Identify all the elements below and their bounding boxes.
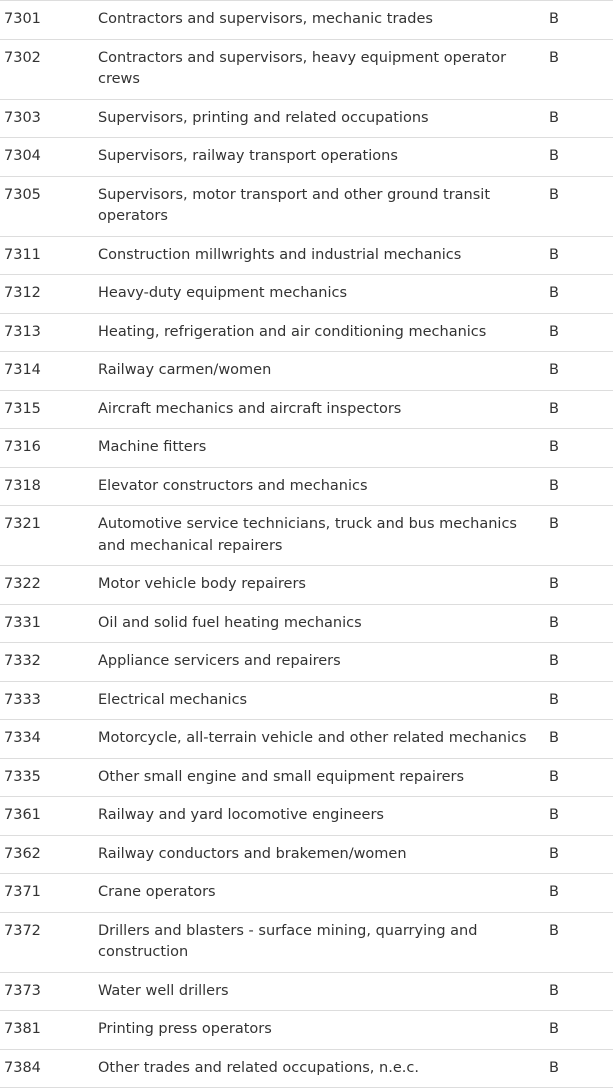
occupation-title-cell: Railway and yard locomotive engineers (98, 797, 547, 836)
table-row (0, 835, 613, 874)
noc-code-cell: 7301 (0, 1, 98, 40)
table-row (0, 506, 613, 566)
skill-level-cell: B (547, 467, 613, 506)
occupations-table-body (0, 1, 613, 1088)
skill-level-cell: B (547, 758, 613, 797)
table-row (0, 176, 613, 236)
skill-level-cell: B (547, 972, 613, 1011)
noc-code-cell: 7372 (0, 912, 98, 972)
occupation-title-cell: Supervisors, motor transport and other ground transit operators (98, 176, 547, 236)
skill-level-cell: B (547, 643, 613, 682)
occupation-title-cell: Supervisors, printing and related occupations (98, 99, 547, 138)
occupation-title-cell: Railway carmen/women (98, 352, 547, 391)
occupation-title-cell: Contractors and supervisors, heavy equipment operator crews (98, 39, 547, 99)
noc-code-cell: 7314 (0, 352, 98, 391)
skill-level-cell: B (547, 681, 613, 720)
skill-level-cell: B (547, 1049, 613, 1088)
noc-code-cell: 7321 (0, 506, 98, 566)
skill-level-cell: B (547, 1011, 613, 1050)
noc-code-cell: 7362 (0, 835, 98, 874)
table-row (0, 874, 613, 913)
occupation-title-cell: Contractors and supervisors, mechanic trades (98, 1, 547, 40)
occupation-title-cell: Oil and solid fuel heating mechanics (98, 604, 547, 643)
noc-code-cell: 7311 (0, 236, 98, 275)
skill-level-cell: B (547, 1, 613, 40)
skill-level-cell: B (547, 275, 613, 314)
skill-level-cell: B (547, 176, 613, 236)
table-row (0, 604, 613, 643)
skill-level-cell: B (547, 138, 613, 177)
occupation-title-cell: Elevator constructors and mechanics (98, 467, 547, 506)
table-row (0, 1, 613, 40)
skill-level-cell: B (547, 429, 613, 468)
noc-code-cell: 7361 (0, 797, 98, 836)
noc-code-cell: 7335 (0, 758, 98, 797)
occupation-title-cell: Drillers and blasters - surface mining, quarrying and construction (98, 912, 547, 972)
noc-code-cell: 7384 (0, 1049, 98, 1088)
table-row (0, 138, 613, 177)
table-row (0, 39, 613, 99)
occupation-title-cell: Printing press operators (98, 1011, 547, 1050)
noc-code-cell: 7332 (0, 643, 98, 682)
skill-level-cell: B (547, 604, 613, 643)
table-row (0, 681, 613, 720)
occupation-title-cell: Crane operators (98, 874, 547, 913)
occupation-title-cell: Supervisors, railway transport operations (98, 138, 547, 177)
occupation-title-cell: Other small engine and small equipment repairers (98, 758, 547, 797)
skill-level-cell: B (547, 912, 613, 972)
skill-level-cell: B (547, 566, 613, 605)
table-row (0, 352, 613, 391)
occupation-title-cell: Construction millwrights and industrial mechanics (98, 236, 547, 275)
noc-code-cell: 7322 (0, 566, 98, 605)
skill-level-cell: B (547, 720, 613, 759)
skill-level-cell: B (547, 797, 613, 836)
noc-code-cell: 7303 (0, 99, 98, 138)
table-row (0, 275, 613, 314)
occupation-title-cell: Appliance servicers and repairers (98, 643, 547, 682)
noc-code-cell: 7333 (0, 681, 98, 720)
skill-level-cell: B (547, 99, 613, 138)
occupation-title-cell: Other trades and related occupations, n.e.c. (98, 1049, 547, 1088)
noc-code-cell: 7313 (0, 313, 98, 352)
skill-level-cell: B (547, 352, 613, 391)
noc-code-cell: 7305 (0, 176, 98, 236)
table-row (0, 972, 613, 1011)
occupation-title-cell: Heavy-duty equipment mechanics (98, 275, 547, 314)
noc-code-cell: 7331 (0, 604, 98, 643)
occupation-title-cell: Motorcycle, all-terrain vehicle and other related mechanics (98, 720, 547, 759)
noc-code-cell: 7318 (0, 467, 98, 506)
skill-level-cell: B (547, 313, 613, 352)
table-row (0, 429, 613, 468)
table-row (0, 313, 613, 352)
table-row (0, 99, 613, 138)
table-row (0, 1011, 613, 1050)
occupation-title-cell: Electrical mechanics (98, 681, 547, 720)
table-row (0, 758, 613, 797)
occupation-title-cell: Machine fitters (98, 429, 547, 468)
table-row (0, 1049, 613, 1088)
occupation-title-cell: Heating, refrigeration and air conditioning mechanics (98, 313, 547, 352)
skill-level-cell: B (547, 835, 613, 874)
noc-code-cell: 7334 (0, 720, 98, 759)
table-row (0, 797, 613, 836)
occupation-title-cell: Motor vehicle body repairers (98, 566, 547, 605)
table-row (0, 390, 613, 429)
table-row (0, 467, 613, 506)
skill-level-cell: B (547, 390, 613, 429)
skill-level-cell: B (547, 236, 613, 275)
noc-code-cell: 7315 (0, 390, 98, 429)
noc-code-cell: 7381 (0, 1011, 98, 1050)
occupation-title-cell: Railway conductors and brakemen/women (98, 835, 547, 874)
occupation-title-cell: Automotive service technicians, truck and bus mechanics and mechanical repairers (98, 506, 547, 566)
table-row (0, 912, 613, 972)
noc-code-cell: 7304 (0, 138, 98, 177)
table-row (0, 643, 613, 682)
skill-level-cell: B (547, 506, 613, 566)
skill-level-cell: B (547, 39, 613, 99)
noc-code-cell: 7371 (0, 874, 98, 913)
noc-code-cell: 7312 (0, 275, 98, 314)
noc-code-cell: 7302 (0, 39, 98, 99)
skill-level-cell: B (547, 874, 613, 913)
noc-code-cell: 7373 (0, 972, 98, 1011)
table-row (0, 566, 613, 605)
occupation-title-cell: Water well drillers (98, 972, 547, 1011)
occupation-title-cell: Aircraft mechanics and aircraft inspectors (98, 390, 547, 429)
table-row (0, 720, 613, 759)
table-row (0, 236, 613, 275)
noc-code-cell: 7316 (0, 429, 98, 468)
